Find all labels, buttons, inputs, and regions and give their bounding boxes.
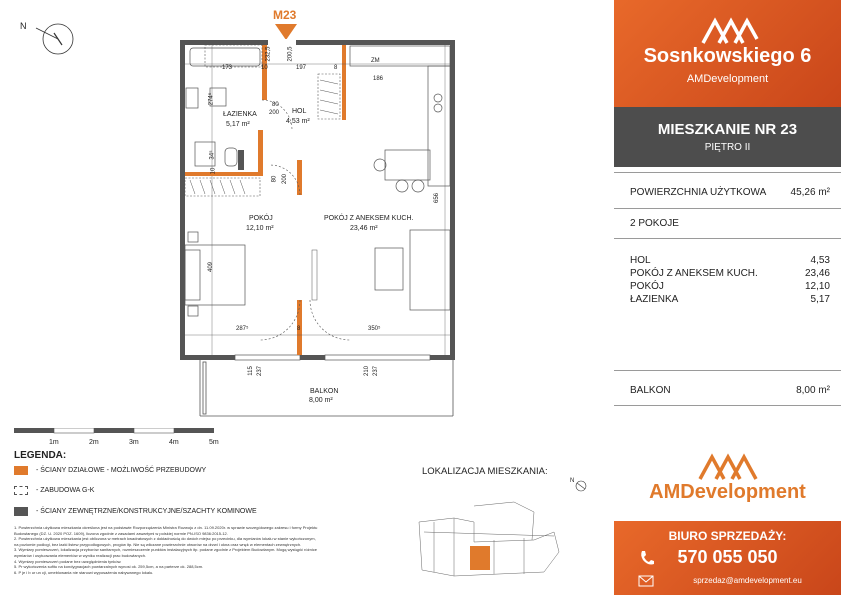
balcony-value: 8,00 m²: [796, 385, 830, 396]
scale-label: 5m: [209, 439, 219, 446]
location-compass-icon: [574, 479, 588, 493]
location: [412, 464, 602, 589]
dim-label: ZM: [371, 58, 380, 64]
dim-label: 274⁵: [208, 92, 215, 106]
dim-label: 186: [373, 76, 384, 82]
brand-logo-icon: [699, 15, 759, 45]
room-summary-name: ŁAZIENKA: [630, 294, 679, 305]
location-map: [414, 492, 564, 582]
dim-label: 210: [364, 365, 371, 377]
dim-label: 10: [261, 65, 268, 71]
room-summary-row: [630, 281, 830, 292]
note-line: 5. Pr wykończenia sufitu na kondygnacjach powtarzalnych wynosi ok. 259,5cm, a na parterze ok. 288,5cm.: [14, 564, 204, 570]
note-line: 3. Wymiary pomieszczeń, lokalizacja przyborów sanitarnych, rozmieszczenie punktów instalacyjnych itp. podane zgodnie z Projektem Budowlanym. Mogą wystąpić różnice: [14, 547, 317, 553]
room-summary-name: POKÓJ Z ANEKSEM KUCH.: [630, 268, 758, 279]
floor-plan: [0, 0, 470, 420]
divider: [614, 172, 841, 173]
scale-bar: [14, 428, 224, 450]
area-row: [630, 187, 830, 198]
dim-label: 656: [434, 192, 441, 204]
location-compass-label: N: [570, 478, 575, 484]
scale-label: 2m: [89, 439, 99, 446]
room-hall-area: 4,53 m²: [286, 118, 310, 125]
scale-label: 3m: [129, 439, 139, 446]
legend-swatch-structural: [14, 507, 28, 516]
sales-title: BIURO SPRZEDAŻY:: [668, 529, 787, 543]
rooms-count: 2 POKOJE: [630, 218, 679, 229]
brand-header: [614, 0, 841, 107]
divider: [614, 238, 841, 239]
legend-item-text: - ZABUDOWA G-K: [36, 487, 95, 494]
location-title: LOKALIZACJA MIESZKANIA:: [422, 466, 548, 477]
sales-box: [614, 521, 841, 595]
dim-label: 197: [296, 65, 307, 71]
scale-label: 4m: [169, 439, 179, 446]
divider: [614, 405, 841, 406]
entrance-label: M23: [273, 8, 297, 22]
divider: [614, 370, 841, 371]
company-name: AMDevelopment: [649, 481, 806, 503]
legend-swatch-partition: [14, 466, 28, 475]
note-line: 2. Powierzchnia użytkowa mieszkania jest obliczona w metrach kwadratowych z dokładnością do dwóch miejsc po przecinku, dla wymiarów lokalu w stanie wykończonym,: [14, 536, 316, 542]
area-value: 45,26 m²: [790, 187, 830, 198]
room-summary-name: HOL: [630, 255, 651, 266]
apartment-floor: PIĘTRO II: [704, 142, 751, 153]
room-summary-name: POKÓJ: [630, 281, 664, 292]
dim-label: 34⁵: [209, 150, 216, 160]
sales-phone[interactable]: 570 055 050: [677, 547, 778, 567]
dim-label: 8: [334, 65, 338, 71]
note-line: 1. Powierzchnia użytkowa mieszkania określona jest na podstawie Rozporządzenia Ministra Rozwoju z dn. 11.09.2020r. w sprawie szczegółowego zakresu i formy Projektu: [14, 525, 318, 530]
note-line: na poziomie podłogi, bez łazki listew przypodłogowych, progów itp. Nie są wliczane powierzchnie otworów na drzwi i okna oraz wnęk w elementach zewnętrznych.: [14, 541, 302, 547]
note-line: Budowlanego (DZ. U. 2020 POZ. 1609), liczona zgodnie z zasadami zawartymi w polskiej normie PN-ISO 9836:2015-12.: [14, 530, 228, 536]
room-summary-row: [630, 268, 830, 279]
email-icon: [638, 575, 654, 587]
sales-email[interactable]: sprzedaz@amdevelopment.eu: [693, 576, 802, 585]
scale-label: 1m: [49, 439, 59, 446]
apartment-title: MIESZKANIE NR 23: [657, 121, 798, 138]
room-bath-name: ŁAZIENKA: [223, 111, 257, 118]
dim-label: 200: [282, 173, 289, 185]
room-summary-value: 4,53: [810, 255, 830, 266]
legend-title: LEGENDA:: [14, 450, 67, 461]
note-line: 4. Wymiary pomieszczeń podane bez uwzględnienia tynków.: [14, 558, 122, 564]
balcony-row: [630, 385, 830, 396]
room-summary-value: 5,17: [810, 294, 830, 305]
apartment-header: [614, 107, 841, 167]
room-room-name: POKÓJ: [249, 215, 273, 222]
dim-label: 237: [373, 365, 380, 377]
dim-label: 173: [222, 65, 233, 71]
dim-label: 232,5: [265, 46, 272, 62]
compass-north-label: N: [20, 21, 27, 31]
room-summary-value: 23,46: [804, 268, 830, 279]
plan-walls: [0, 0, 470, 420]
note-line: wymiarów i usytuowania elementów w wyniku realizacji prac budowlanych.: [14, 552, 147, 558]
brand-subtitle: AMDevelopment: [686, 73, 769, 85]
balcony-label: BALKON: [630, 385, 671, 396]
room-hall-name: HOL: [292, 108, 307, 115]
dim-label: 350⁵: [368, 326, 381, 332]
room-room-area: 12,10 m²: [246, 225, 274, 232]
dim-label: 8: [297, 326, 301, 332]
room-living-area: 23,46 m²: [350, 225, 378, 232]
room-summary-value: 12,10: [804, 281, 830, 292]
room-balcony-name: BALKON: [310, 388, 339, 395]
dim-label: 80: [271, 175, 278, 183]
room-summary-row: [630, 255, 830, 266]
dim-label: 80: [272, 102, 279, 108]
room-living-name: POKÓJ Z ANEKSEM KUCH.: [324, 215, 414, 222]
dim-label: 200,5: [287, 46, 294, 62]
legend-item-text: - ŚCIANY DZIAŁOWE - MOŻLIWOŚĆ PRZEBUDOWY: [36, 467, 207, 474]
company-logo-icon: [696, 451, 760, 481]
dim-label: 287⁵: [236, 326, 249, 332]
legend: [14, 450, 394, 520]
notes: [14, 525, 394, 593]
dim-label: 115: [247, 366, 254, 376]
room-balcony-area: 8,00 m²: [309, 397, 333, 404]
dim-label: 409: [208, 261, 215, 273]
company-logo: [614, 445, 841, 505]
dim-label: 237: [257, 365, 264, 377]
dim-label: 10: [210, 167, 217, 175]
note-line: 6. P je i b ur un cji, umeblowania nie stanowi wyposażenia nabywanego lokalu.: [14, 569, 154, 575]
room-bath-area: 5,17 m²: [226, 121, 250, 128]
brand-title: Sosnkowskiego 6: [643, 45, 812, 67]
divider: [614, 208, 841, 209]
legend-item-text: - ŚCIANY ZEWNĘTRZNE/KONSTRUKCYJNE/SZACHTY KOMINOWE: [36, 508, 257, 515]
area-label: POWIERZCHNIA UŻYTKOWA: [630, 187, 767, 198]
room-summary-row: [630, 294, 830, 305]
scale-bar-graphic: [14, 428, 224, 436]
dim-label: 200: [269, 110, 280, 116]
legend-swatch-gk: [14, 486, 28, 495]
